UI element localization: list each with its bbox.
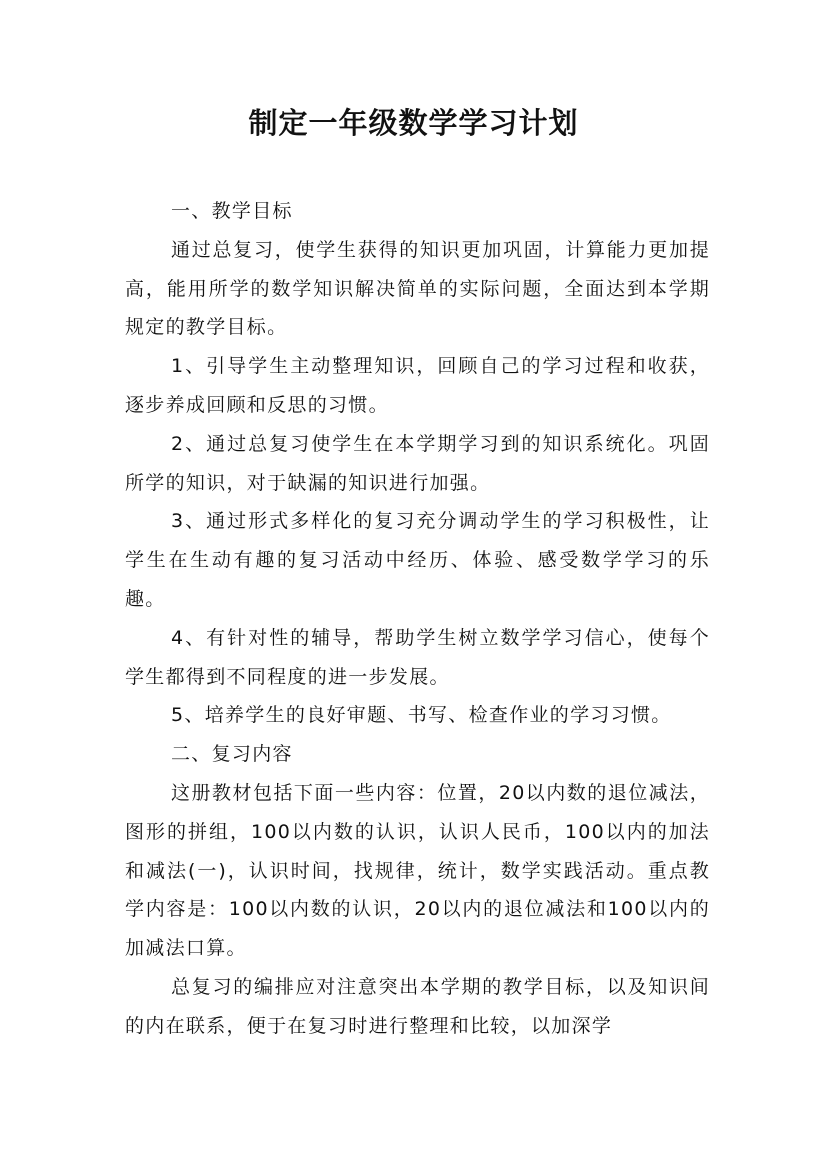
- section-heading-teaching-goals: 一、教学目标: [171, 200, 293, 222]
- paragraph-goal-3: 3、通过形式多样化的复习充分调动学生的学习积极性，让学生在生动有趣的复习活动中经历、体验、感受数学学习的乐趣。: [125, 510, 710, 610]
- paragraph-overview: 通过总复习，使学生获得的知识更加巩固，计算能力更加提高，能用所学的数学知识解决简单的实际问题，全面达到本学期规定的教学目标。: [125, 238, 710, 339]
- paragraph-goal-5: 5、培养学生的良好审题、书写、检查作业的学习习惯。: [171, 704, 672, 727]
- paragraph-goal-4: 4、有针对性的辅导，帮助学生树立数学学习信心，使每个学生都得到不同程度的进一步发展。: [125, 626, 710, 688]
- document-body: [125, 192, 710, 1046]
- paragraph-review-arrangement: 总复习的编排应对注意突出本学期的教学目标，以及知识间的内在联系，便于在复习时进行整理和比较，以加深学: [125, 975, 710, 1037]
- document-title: 制定一年级数学学习计划: [248, 106, 579, 140]
- paragraph-goal-2: 2、通过总复习使学生在本学期学习到的知识系统化。巩固所学的知识，对于缺漏的知识进行加强。: [125, 432, 710, 494]
- paragraph-textbook-content: 这册教材包括下面一些内容：位置，20以内数的退位减法，图形的拼组，100以内数的认识，认识人民币，100以内的加法和减法(一)，认识时间，找规律，统计，数学实践活动。重点教学内容是：100以内数的认识，20以内的退位减法和100以内的加减法口算。: [125, 781, 710, 960]
- paragraph-goal-1: 1、引导学生主动整理知识，回顾自己的学习过程和收获，逐步养成回顾和反思的习惯。: [125, 355, 710, 416]
- section-heading-review-content: 二、复习内容: [171, 743, 293, 766]
